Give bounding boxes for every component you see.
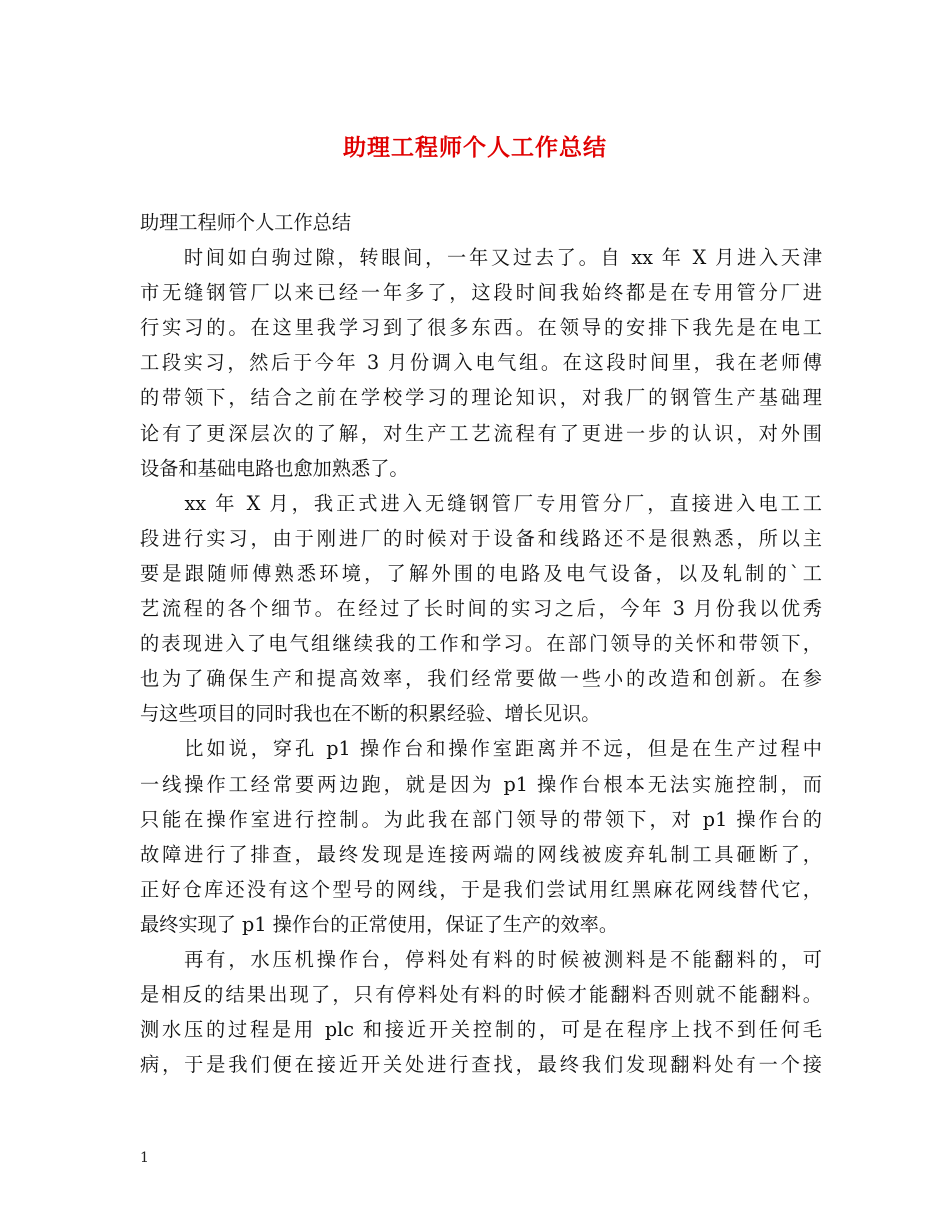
page-number: 1 xyxy=(140,1150,149,1166)
document-body xyxy=(140,205,822,1082)
text-line: xx 年 X 月，我正式进入无缝钢管厂专用管分厂，直接进入电工工 xyxy=(140,491,822,515)
text-line: 比如说，穿孔 p1 操作台和操作室距离并不远，但是在生产过程中 xyxy=(140,737,822,761)
text-line: 的表现进入了电气组继续我的工作和学习。在部门领导的关怀和带领下， xyxy=(140,632,822,656)
text-line: 段进行实习，由于刚进厂的时候对于设备和线路还不是很熟悉，所以主 xyxy=(140,526,822,550)
text-line: 市无缝钢管厂以来已经一年多了，这段时间我始终都是在专用管分厂进 xyxy=(140,281,822,305)
text-line: 与这些项目的同时我也在不断的积累经验、增长见识。 xyxy=(140,702,601,726)
text-line: 的带领下，结合之前在学校学习的理论知识，对我厂的钢管生产基础理 xyxy=(140,386,822,410)
text-line: 要是跟随师傅熟悉环境，了解外围的电路及电气设备，以及轧制的`工 xyxy=(140,561,822,585)
text-line: 助理工程师个人工作总结 xyxy=(140,211,352,234)
text-line: 再有，水压机操作台，停料处有料的时候被测料是不能翻料的，可 xyxy=(140,947,822,971)
text-line: 时间如白驹过隙，转眼间，一年又过去了。自 xx 年 X 月进入天津 xyxy=(140,246,822,270)
text-line: 最终实现了 p1 操作台的正常使用，保证了生产的效率。 xyxy=(140,912,619,936)
document-title: 助理工程师个人工作总结 xyxy=(343,135,607,161)
text-line: 测水压的过程是用 plc 和接近开关控制的，可是在程序上找不到任何毛 xyxy=(140,1018,822,1042)
text-line: 艺流程的各个细节。在经过了长时间的实习之后，今年 3 月份我以优秀 xyxy=(140,597,822,621)
text-line: 一线操作工经常要两边跑，就是因为 p1 操作台根本无法实施控制，而 xyxy=(140,772,822,796)
text-line: 只能在操作室进行控制。为此我在部门领导的带领下，对 p1 操作台的 xyxy=(140,807,822,831)
text-line: 工段实习，然后于今年 3 月份调入电气组。在这段时间里，我在老师傅 xyxy=(140,351,822,375)
text-line: 设备和基础电路也愈加熟悉了。 xyxy=(140,456,409,480)
text-line: 论有了更深层次的了解，对生产工艺流程有了更进一步的认识，对外围 xyxy=(140,421,822,445)
text-line: 行实习的。在这里我学习到了很多东西。在领导的安排下我先是在电工 xyxy=(140,316,822,340)
text-line: 是相反的结果出现了，只有停料处有料的时候才能翻料否则就不能翻料。 xyxy=(140,983,822,1007)
text-line: 故障进行了排查，最终发现是连接两端的网线被废弃轧制工具砸断了， xyxy=(140,842,822,866)
text-line: 也为了确保生产和提高效率，我们经常要做一些小的改造和创新。在参 xyxy=(140,667,822,691)
text-line: 病，于是我们便在接近开关处进行查找，最终我们发现翻料处有一个接 xyxy=(140,1053,822,1077)
text-line: 正好仓库还没有这个型号的网线，于是我们尝试用红黑麻花网线替代它， xyxy=(140,877,822,901)
